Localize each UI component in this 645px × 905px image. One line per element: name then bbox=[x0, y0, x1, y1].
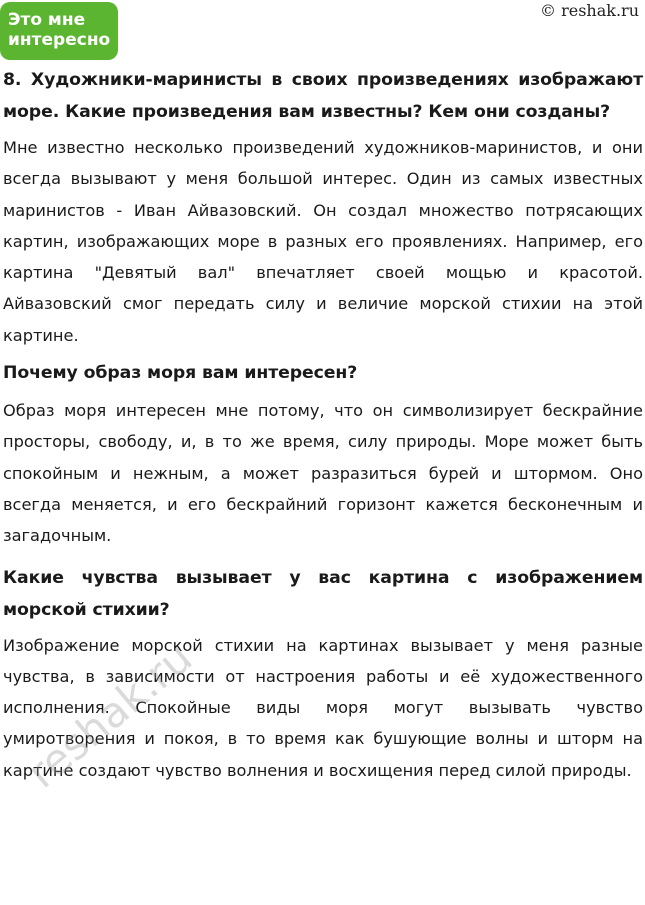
badge-line-1: Это мне bbox=[8, 10, 86, 30]
badge-line-2: интересно bbox=[8, 30, 111, 50]
question-1: 8. Художники-маринисты в своих произведениях изображают море. Какие произведения вам известны? Кем они созданы? bbox=[3, 70, 643, 122]
question-2: Почему образ моря вам интересен? bbox=[3, 363, 358, 384]
question-3: Какие чувства вызывает у вас картина с изображением морской стихии? bbox=[3, 567, 643, 620]
answer-1: Мне известно несколько произведений художников-маринистов, и они всегда вызывают у меня большой интерес. Один из самых известных маринистов - Иван Айвазовский. Он создал множество потрясающих картин, изображающих море в разных его проявлениях. Например, его картина "Девятый вал" впечатляет своей мощью и красотой. Айвазовский смог передать силу и величие морской стихии на этой картине. bbox=[3, 138, 643, 345]
answer-3: Изображение морской стихии на картинах вызывает у меня разные чувства, в зависимости от настроения работы и её художественного исполнения. Спокойные виды моря могут вызывать чувство умиротворения и покоя, в то время как бушующие волны и шторм на картине создают чувство волнения и восхищения перед силой природы. bbox=[3, 635, 643, 780]
document-body bbox=[3, 64, 643, 786]
copyright-label: © reshak.ru bbox=[540, 1, 639, 20]
answer-2: Образ моря интересен мне потому, что он символизирует бескрайние просторы, свободу, и, в то же время, силу природы. Море может быть спокойным и нежным, а может разразиться бурей и штормом. Оно всегда меняется, и его бескрайний горизонт кажется бесконечным и загадочным. bbox=[3, 401, 643, 546]
watermark: reshak.ru bbox=[18, 632, 202, 798]
section-badge bbox=[0, 2, 118, 60]
